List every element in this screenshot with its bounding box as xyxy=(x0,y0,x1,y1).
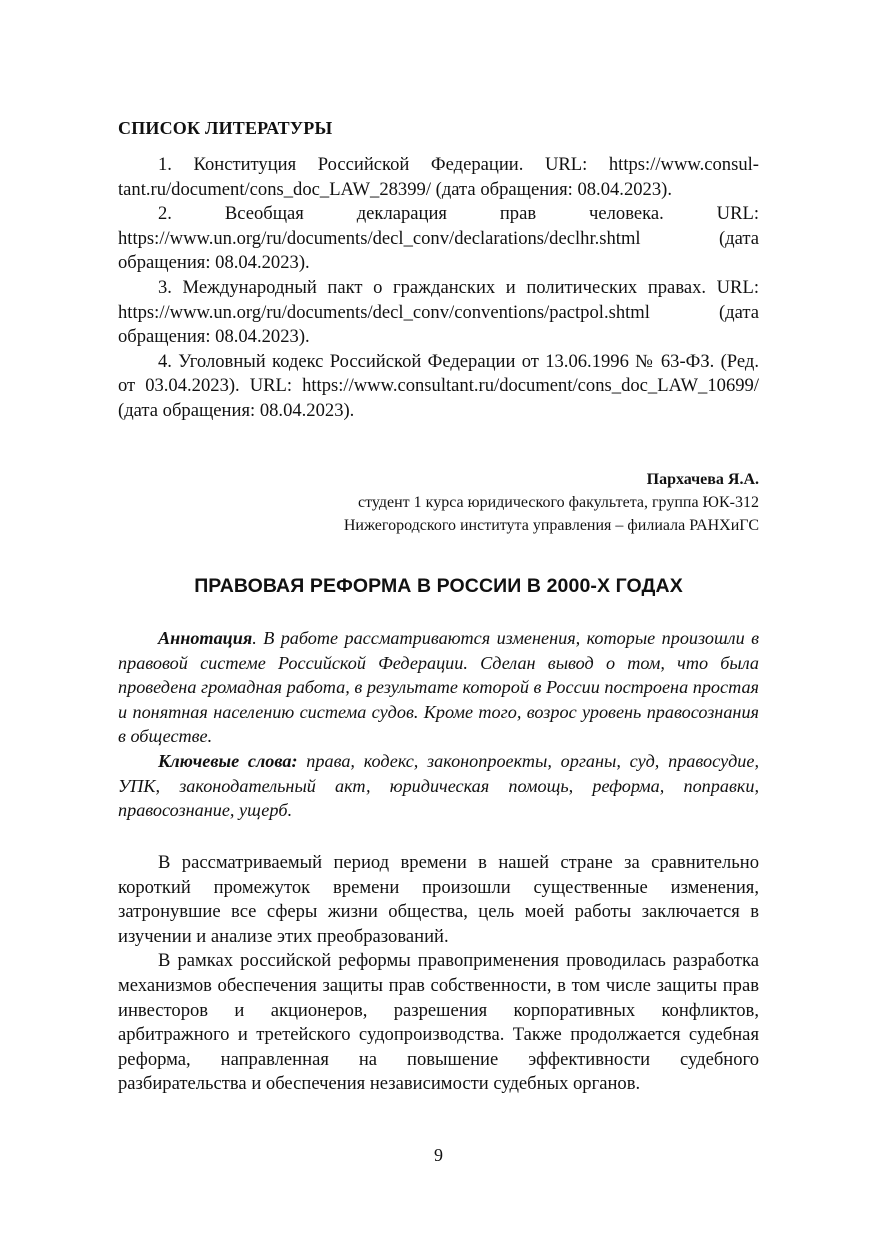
page-number: 9 xyxy=(434,1145,443,1165)
reference-item: 4. Уголовный кодекс Российской Федерации от 13.06.1996 № 63-ФЗ. (Ред. от 03.04.2023). URL: https://www.consultant.ru/document/cons_doc_LAW_10699/ (дата обращения: 08.04.2023). xyxy=(118,350,759,421)
body-paragraph: В рамках российской реформы правоприменения проводилась разработка механизмов обеспечения защиты прав собственности, в том числе защиты прав инвесторов и акционеров, разрешения корпоративных конфликтов, арбитражного и третейского судопроизводства. Также продолжается судебная реформа, направленная на повышение эффективности судебного разбирательства и обеспечения независимости судебных органов. xyxy=(118,950,759,1095)
article-body xyxy=(118,851,759,1097)
body-paragraph: В рассматриваемый период времени в нашей стране за сравнительно короткий промежуток времени произошли существенные изменения, затронувшие все сферы жизни общества, цель моей работы заключается в изучении и анализе этих преобразований. xyxy=(118,852,759,947)
author-block xyxy=(344,468,759,537)
keywords-text: права, кодекс, законопроекты, органы, суд, правосудие, УПК, законодательный акт, юридическая помощь, реформа, поправки, правосознание, ущерб. xyxy=(118,750,760,821)
keywords-label: Ключевые слова: xyxy=(158,750,298,771)
author-affiliation-line-1: студент 1 курса юридического факультета, группа ЮК-312 xyxy=(358,494,759,511)
author-affiliation-line-2: Нижегородского института управления – филиала РАНХиГС xyxy=(343,517,759,534)
article-title: ПРАВОВАЯ РЕФОРМА В РОССИИ В 2000-Х ГОДАХ xyxy=(194,575,683,597)
reference-item: 1. Конституция Российской Федерации. URL: https://www.consul-tant.ru/document/cons_doc_LAW_28399/ (дата обращения: 08.04.2023). xyxy=(118,154,759,200)
reference-item: 2. Всеобщая декларация прав человека. URL: https://www.un.org/ru/documents/decl_conv/declarations/declhr.shtml (дата обращения: 08.04.2023). xyxy=(118,203,759,274)
abstract-label: Аннотация xyxy=(158,628,253,648)
abstract-paragraph xyxy=(118,626,759,749)
references-list xyxy=(118,153,759,424)
references-title: СПИСОК ЛИТЕРАТУРЫ xyxy=(118,118,333,138)
keywords-paragraph xyxy=(118,749,759,823)
reference-item: 3. Международный пакт о гражданских и политических правах. URL: https://www.un.org/ru/documents/decl_conv/conventions/pactpol.shtml (дата обращения: 08.04.2023). xyxy=(118,276,759,348)
document-page xyxy=(118,0,759,1241)
author-name: Пархачева Я.А. xyxy=(646,471,759,488)
abstract-text: . В работе рассматриваются изменения, которые произошли в правовой системе Российской Федерации. Сделан вывод о том, что была проведена громадная работа, в результате которой в России построена простая и понятная населению система судов. Кроме того, возрос уровень правосознания в обществе. xyxy=(118,628,759,747)
abstract-block xyxy=(118,626,759,823)
